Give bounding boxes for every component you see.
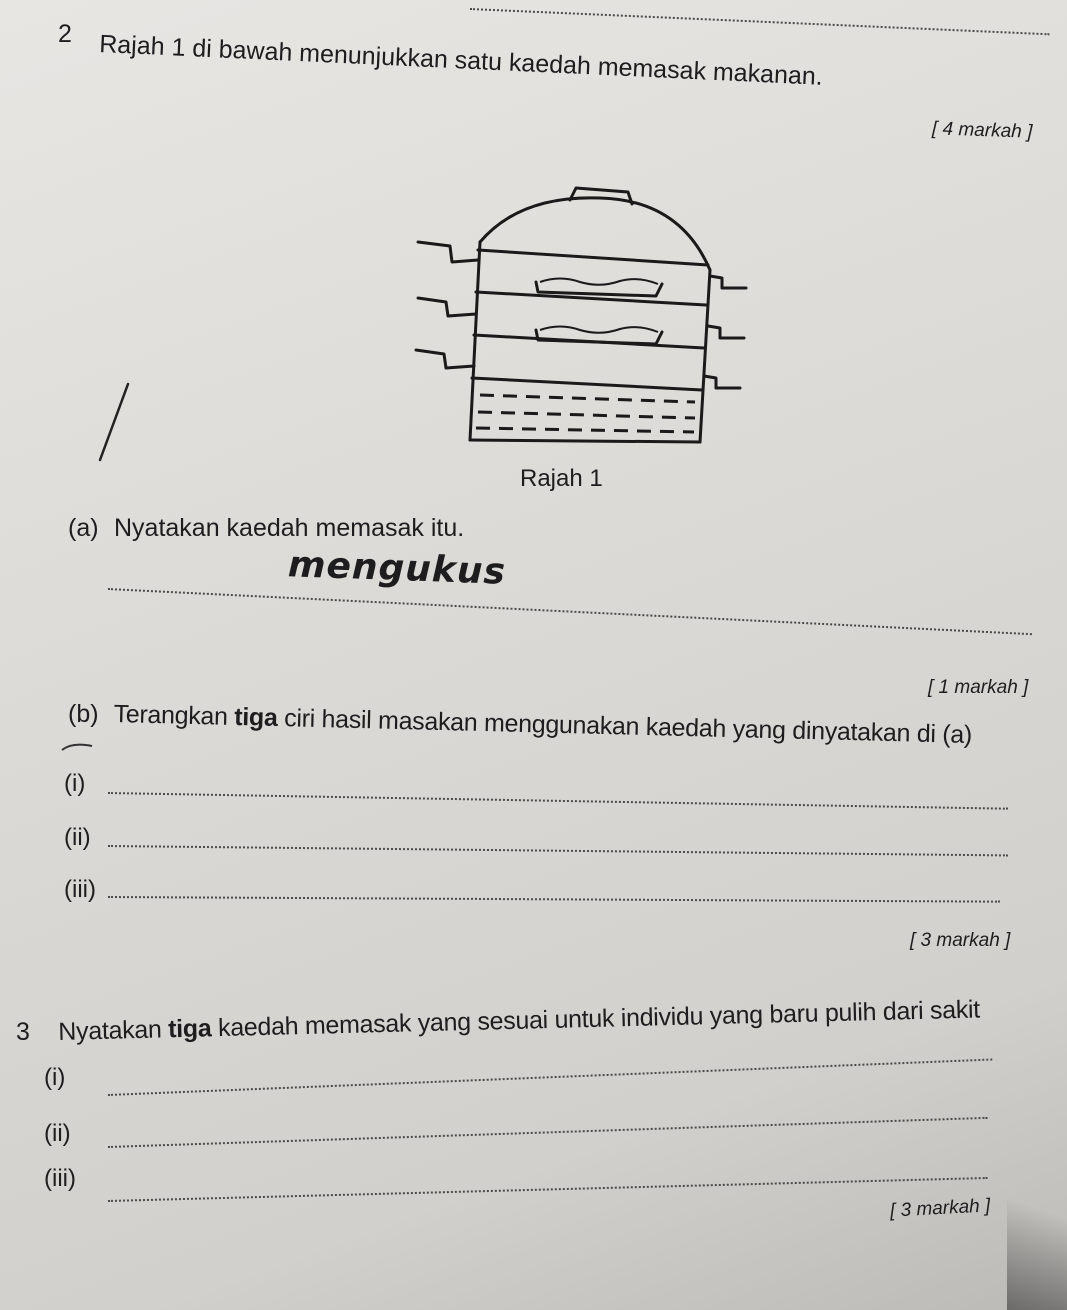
pencil-stray-mark [94,378,134,468]
part-a-marks: [ 1 markah ] [928,677,1029,698]
part-b-label: (b) [68,700,99,728]
question-3-text-bold: tiga [167,1014,212,1044]
question-3-item-3-label: (iii) [44,1165,76,1192]
part-b-item-2-label: (ii) [64,824,91,851]
part-a-answer-line [108,588,1032,635]
question-2-number: 2 [58,20,72,48]
question-3-item-3-line[interactable] [108,1177,988,1202]
question-3-number: 3 [16,1018,30,1046]
pencil-tick-mark [58,740,98,756]
question-3-text [58,995,980,1047]
part-a-label: (a) [68,514,99,542]
question-2-text: Rajah 1 di bawah menunjukkan satu kaedah memasak makanan. [98,30,824,91]
part-a-text: Nyatakan kaedah memasak itu. [114,514,465,542]
part-b-item-1-label: (i) [64,770,86,797]
question-3-item-1-line[interactable] [108,1058,992,1096]
question-3-item-2-line[interactable] [108,1117,988,1148]
part-b-item-2-line[interactable] [108,845,1008,856]
question-3-marks: [ 3 markah ] [889,1195,991,1222]
part-b-text-bold: tiga [233,702,278,732]
question-3-text-before: Nyatakan [58,1015,169,1046]
page-corner-shadow [1007,1170,1067,1310]
part-b-item-1-line[interactable] [108,792,1008,810]
part-b-text-before: Terangkan [113,700,235,731]
question-2-marks: [ 4 markah ] [931,118,1033,143]
part-b-text-after: ciri hasil masakan menggunakan kaedah yang dinyatakan di (a) [277,704,973,749]
answer-line-previous [470,8,1050,35]
part-b-text [113,700,972,750]
question-3-item-1-label: (i) [44,1064,66,1091]
figure-caption: Rajah 1 [520,465,603,492]
steamer-figure [410,180,790,450]
question-3-text-after: kaedah memasak yang sesuai untuk individu yang baru pulih dari sakit [211,995,981,1043]
part-a-handwritten-answer: mengukus [287,544,507,593]
part-b-item-3-line[interactable] [108,896,1000,903]
part-b-item-3-label: (iii) [64,876,96,903]
part-b-marks: [ 3 markah ] [910,930,1011,951]
question-3-item-2-label: (ii) [44,1120,71,1147]
